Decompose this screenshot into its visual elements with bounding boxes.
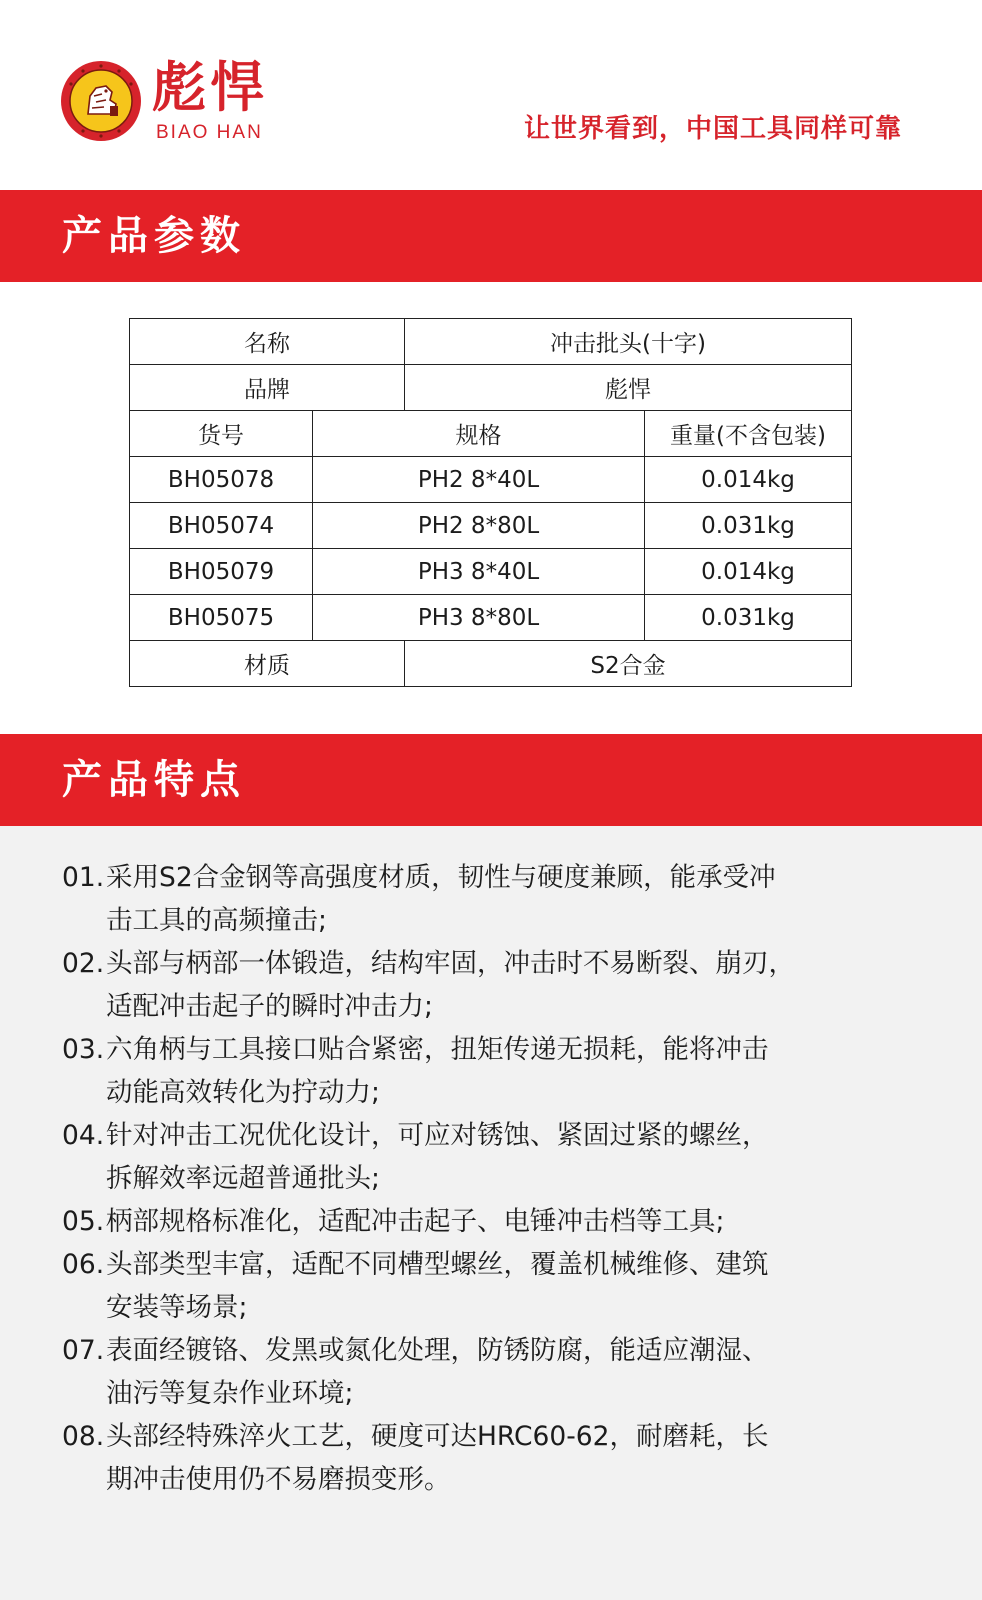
code-cell: BH05074: [130, 503, 313, 549]
feature-number: 07.: [62, 1335, 105, 1366]
table-row: [130, 641, 852, 687]
column-header-spec: 规格: [313, 411, 645, 457]
weight-cell: 0.031kg: [645, 595, 852, 641]
feature-item: [62, 1200, 942, 1243]
table-row: [130, 457, 852, 503]
brand-name-cn: 彪悍: [152, 55, 268, 119]
code-cell: BH05079: [130, 549, 313, 595]
material-label-cell: 材质: [130, 641, 405, 687]
params-section-band: [0, 190, 982, 282]
feature-number: 06.: [62, 1249, 105, 1280]
slogan: 让世界看到，中国工具同样可靠: [523, 114, 902, 144]
feature-item: [62, 942, 942, 1028]
feature-text-continued: 适配冲击起子的瞬时冲击力;: [106, 991, 433, 1022]
feature-text: 头部与柄部一体锻造，结构牢固，冲击时不易断裂、崩刃，: [106, 948, 795, 979]
feature-number: 03.: [62, 1034, 105, 1065]
feature-number: 08.: [62, 1421, 105, 1452]
name-value-cell: 冲击批头(十字): [405, 319, 852, 365]
page-header: [0, 0, 982, 190]
feature-text: 柄部规格标准化，适配冲击起子、电锤冲击档等工具;: [106, 1206, 725, 1237]
feature-item: [62, 1329, 942, 1415]
code-cell: BH05078: [130, 457, 313, 503]
spec-cell: PH2 8*80L: [313, 503, 645, 549]
spec-cell: PH2 8*40L: [313, 457, 645, 503]
spec-cell: PH3 8*40L: [313, 549, 645, 595]
table-row: [130, 319, 852, 365]
weight-cell: 0.031kg: [645, 503, 852, 549]
feature-text: 采用S2合金钢等高强度材质，韧性与硬度兼顾，能承受冲: [106, 862, 776, 893]
features-section-band: [0, 734, 982, 826]
feature-text-continued: 击工具的高频撞击;: [106, 905, 327, 936]
name-label-cell: 名称: [130, 319, 405, 365]
feature-text: 六角柄与工具接口贴合紧密，扭矩传递无损耗，能将冲击: [106, 1034, 769, 1065]
feature-text: 头部类型丰富，适配不同槽型螺丝，覆盖机械维修、建筑: [106, 1249, 769, 1280]
feature-text-continued: 安装等场景;: [106, 1292, 248, 1323]
column-header-weight: 重量(不含包装): [645, 411, 852, 457]
params-section-title: 产品参数: [62, 213, 246, 259]
code-cell: BH05075: [130, 595, 313, 641]
table-header-row: [130, 411, 852, 457]
features-section-title: 产品特点: [62, 757, 246, 803]
feature-item: [62, 1028, 942, 1114]
feature-number: 02.: [62, 948, 105, 979]
params-area: [0, 282, 982, 734]
feature-text-continued: 拆解效率远超普通批头;: [106, 1163, 380, 1194]
tiger-emblem-icon: [60, 60, 142, 142]
table-row: [130, 503, 852, 549]
feature-item: [62, 856, 942, 942]
spec-cell: PH3 8*80L: [313, 595, 645, 641]
weight-cell: 0.014kg: [645, 457, 852, 503]
table-row: [130, 549, 852, 595]
feature-number: 05.: [62, 1206, 105, 1237]
brand-name-en: BIAO HAN: [156, 122, 263, 143]
feature-text-continued: 动能高效转化为拧动力;: [106, 1077, 380, 1108]
feature-text-continued: 油污等复杂作业环境;: [106, 1378, 354, 1409]
brand-value-cell: 彪悍: [405, 365, 852, 411]
features-area: [0, 826, 982, 1600]
feature-text: 针对冲击工况优化设计，可应对锈蚀、紧固过紧的螺丝，: [106, 1120, 769, 1151]
column-header-code: 货号: [130, 411, 313, 457]
feature-number: 01.: [62, 862, 105, 893]
weight-cell: 0.014kg: [645, 549, 852, 595]
feature-number: 04.: [62, 1120, 105, 1151]
material-value-cell: S2合金: [405, 641, 852, 687]
feature-text: 表面经镀铬、发黑或氮化处理，防锈防腐，能适应潮湿、: [106, 1335, 769, 1366]
table-row: [130, 595, 852, 641]
spec-table: [129, 318, 852, 687]
feature-text-continued: 期冲击使用仍不易磨损变形。: [106, 1464, 451, 1495]
feature-item: [62, 1243, 942, 1329]
table-row: [130, 365, 852, 411]
feature-item: [62, 1415, 942, 1501]
feature-item: [62, 1114, 942, 1200]
brand-label-cell: 品牌: [130, 365, 405, 411]
feature-text: 头部经特殊淬火工艺，硬度可达HRC60-62，耐磨耗，长: [106, 1421, 769, 1452]
